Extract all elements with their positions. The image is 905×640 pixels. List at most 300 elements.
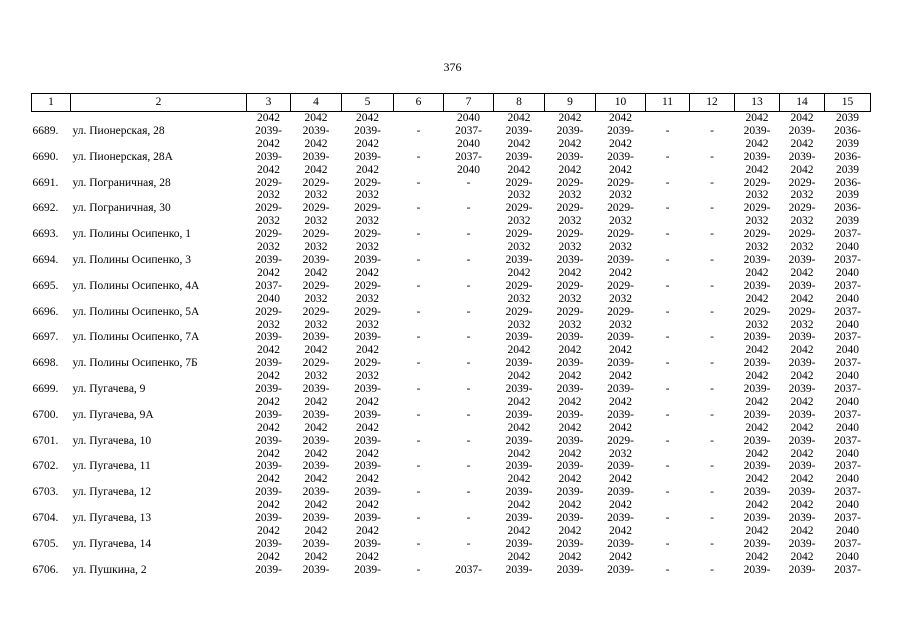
table-cell: 2029- 2032 [255,228,282,254]
address-cell: ул. Пугачева, 9 [72,383,146,396]
column-header: 13 [735,94,780,112]
table-cell: 2039- 2042 [255,486,282,512]
column-header: 8 [494,94,545,112]
row-number-cell: 6694. [32,253,59,266]
table-cell: - [416,279,421,292]
row-number-cell: 6695. [32,279,59,292]
table-cell: 2039- 2042 [743,434,771,460]
table-cell: 2039- 2042 [607,537,634,563]
table-cell: 2039- 2042 [556,150,584,176]
table-cell [71,112,247,125]
table-cell: - [710,434,714,447]
table-cell: 2042 [558,112,582,124]
table-cell: 2029- 2032 [505,279,533,305]
table-cell: 2039- 2042 [505,383,533,408]
table-cell: 2037- [834,563,861,576]
table-cell: 2039- 2042 [302,253,330,279]
table-cell: 2039- 2042 [354,486,381,512]
table-cell: 2039- 2042 [354,460,381,486]
table-cell: 2039- 2042 [255,253,282,279]
table-row [32,125,871,151]
table-cell: 2039- 2042 [743,279,771,305]
table-cell [394,112,444,125]
table-cell: - [665,460,670,473]
table-cell: 2039- [556,563,584,576]
table-cell: - [466,486,471,499]
table-cell: 2039- 2042 [556,253,584,279]
table-cell: 2039- 2042 [302,537,330,563]
table-cell: 2039- 2042 [354,512,381,537]
table-cell: 2039- 2042 [505,331,533,357]
table-cell: 2039- 2042 [607,408,634,434]
table-cell: - [466,202,471,215]
table-cell: 2039- 2042 [788,460,816,486]
table-cell: 2039- 2042 [505,486,533,512]
header-row [32,94,871,112]
table-cell: 2037- 2040 [255,279,282,305]
table-cell: 2039- 2042 [302,383,330,408]
table-cell: - [710,331,714,344]
table-cell: 2039- 2042 [302,434,330,460]
table-cell: 2029- 2032 [788,202,816,228]
table-cell: - [665,434,670,447]
table-cell: 2029- 2032 [607,279,634,305]
table-cell: 2037- 2040 [455,124,482,150]
table-cell: 2039- 2042 [505,357,533,383]
address-cell: ул. Пугачева, 10 [72,434,152,447]
table-row [32,177,871,203]
table-cell [646,112,690,125]
column-header: 14 [780,94,825,112]
column-header: 7 [444,94,494,112]
table-cell: - [466,279,471,292]
table-cell: - [466,460,471,473]
table-cell: - [416,331,421,344]
table-cell: 2037- 2040 [834,279,861,305]
table-cell: 2029- 2032 [354,279,381,305]
table-cell: 2029- 2032 [556,279,584,305]
table-cell: 2029- 2032 [607,434,634,460]
table-cell: 2039- 2042 [556,434,584,460]
table-cell: 2039- 2042 [743,331,771,357]
table-cell: 2042 [507,112,531,124]
table-cell: 2029- 2032 [788,228,816,254]
table-cell: - [665,279,670,292]
table-cell: 2039- 2042 [302,124,330,150]
table-cell: 2042 [257,112,280,124]
column-header: 2 [71,94,247,112]
table-cell: - [466,512,471,525]
table-cell: 2039- 2042 [505,537,533,563]
table-cell: 2039- 2042 [505,408,533,434]
table-cell: 2029- 2032 [255,305,282,331]
table-cell: 2039- 2042 [607,124,634,150]
table-cell: 2029- 2032 [302,176,330,202]
table-cell: 2029- 2032 [743,228,771,254]
table-cell: - [710,176,714,189]
table-cell: - [710,512,714,525]
table-cell: - [466,408,471,421]
address-cell: ул. Полины Осипенко, 7А [72,331,200,344]
table-cell: 2039- 2042 [607,253,634,279]
table-cell: 2039- 2042 [788,150,816,176]
address-cell: ул. Пугачева, 11 [72,460,151,473]
table-cell: 2029- 2032 [354,228,381,254]
table-cell: - [665,331,670,344]
table-cell: 2039- 2042 [302,486,330,512]
table-cell: - [710,383,714,396]
table-cell: 2039- 2042 [354,124,381,150]
table-cell: - [416,305,421,318]
table-cell: 2029- 2032 [255,176,282,202]
table-cell: 2039- 2042 [607,150,634,176]
table-cell: 2039- 2042 [354,150,381,176]
table-cell: 2039- 2042 [255,537,282,563]
table-row [32,486,871,512]
table-row [32,202,871,228]
table-row [32,460,871,486]
row-number-cell: 6696. [32,305,59,318]
table-cell: 2029- 2032 [743,202,771,228]
table-cell: - [710,486,714,499]
column-header: 5 [342,94,394,112]
row-number-cell: 6704. [32,512,59,525]
table-cell: 2039- 2042 [556,383,584,408]
table-cell: 2029- 2032 [556,176,584,202]
row-number-cell: 6702. [32,460,59,473]
column-header: 1 [32,94,71,112]
page-number: 376 [443,60,462,74]
table-cell: 2029- 2032 [505,228,533,254]
table-cell: - [466,176,471,189]
table-cell: - [416,150,421,163]
row-number-cell: 6691. [32,176,59,189]
table-cell: - [416,124,421,137]
table-cell: 2039 [836,112,859,124]
table-cell: - [710,279,714,292]
table-cell: 2029- 2032 [607,228,634,254]
table-cell: 2039- 2042 [556,537,584,563]
table-cell: 2042 [790,112,814,124]
table-cell: - [466,434,471,447]
table-cell: 2039- [743,563,771,576]
table-cell: 2039- 2042 [607,383,634,408]
table-cell: 2039- 2042 [302,408,330,434]
table-cell: 2029- 2032 [354,202,381,228]
table-cell: 2039- 2042 [607,486,634,512]
table-cell: 2037- 2040 [834,357,861,383]
table-cell: 2039- 2042 [556,486,584,512]
table-row [32,254,871,280]
table-cell: 2039- 2042 [354,253,381,279]
table-cell: 2039- 2042 [505,124,533,150]
table-cell: 2039- [354,563,381,576]
table-cell: 2039- 2042 [255,460,282,486]
table-cell: 2039- 2042 [505,434,533,460]
table-cell: - [665,253,670,266]
table-cell: - [665,512,670,525]
table-cell: 2029- 2032 [302,357,330,383]
address-cell: ул. Пограничная, 28 [72,176,171,189]
table-row [32,228,871,254]
row-number-cell: 6690. [32,150,59,163]
table-cell: 2039- 2042 [556,124,584,150]
table-row [32,409,871,435]
table-cell: 2039- 2042 [788,253,816,279]
table-cell: - [466,228,471,241]
table-cell: 2029- 2032 [743,176,771,202]
table-cell: 2039- 2042 [255,331,282,357]
column-header: 15 [825,94,871,112]
table-cell: 2039- 2042 [743,357,771,383]
table-cell: 2039- 2042 [556,512,584,537]
table-row [32,151,871,177]
table-cell: 2039- 2042 [255,512,282,537]
row-number-cell: 6699. [32,383,59,396]
table-cell: 2039- [505,563,533,576]
table-cell: - [710,537,714,550]
column-header: 4 [291,94,342,112]
table-cell: - [665,228,670,241]
table-cell: - [710,150,714,163]
table-cell: 2036- 2039 [834,124,861,150]
address-cell: ул. Полины Осипенко, 7Б [72,357,198,370]
row-number-cell: 6706. [32,563,59,576]
table-cell: - [466,383,471,396]
table-cell: 2039- 2042 [743,460,771,486]
table-row [32,357,871,383]
table-cell: 2039- [607,563,634,576]
row-number-cell: 6701. [32,434,59,447]
table-cell: - [665,202,670,215]
table-cell: - [466,331,471,344]
table-cell: - [416,563,421,576]
table-cell: - [416,176,421,189]
table-row [32,280,871,306]
table-cell: 2039- 2042 [788,537,816,563]
table-cell: - [665,305,670,318]
table-cell: 2039- 2042 [255,150,282,176]
table-cell: - [416,357,421,370]
table-cell: 2029- 2032 [302,228,330,254]
table-cell: 2040 [457,112,480,124]
column-header: 3 [247,94,291,112]
table-cell: 2039- 2042 [354,537,381,563]
continuation-row [32,112,871,125]
table-cell: - [665,124,670,137]
row-number-cell: 6692. [32,202,59,215]
column-header: 12 [690,94,735,112]
table-row [32,564,871,581]
table-cell: - [416,434,421,447]
address-cell: ул. Пионерская, 28 [72,124,165,137]
table-cell: 2039- 2042 [788,512,816,537]
table-cell: 2039- 2042 [743,253,771,279]
table-cell: 2029- 2032 [556,202,584,228]
table-cell: 2039- 2042 [255,357,282,383]
table-cell: 2039- 2042 [556,357,584,383]
data-table [31,93,871,581]
table-cell: 2037- 2040 [834,383,861,408]
table-cell: 2039- 2042 [788,357,816,383]
table-cell: 2029- 2032 [607,305,634,331]
table-cell: - [416,460,421,473]
table-row [32,435,871,461]
table-row [32,383,871,409]
table-cell: 2029- 2032 [788,176,816,202]
table-cell: 2037- 2040 [834,228,861,254]
table-cell: 2039- 2042 [255,408,282,434]
row-number-cell: 6697. [32,331,59,344]
table-cell: - [416,537,421,550]
table-row [32,512,871,538]
table-cell: - [665,357,670,370]
address-cell: ул. Пушкина, 2 [72,563,147,576]
table-cell: - [710,202,714,215]
table-cell: 2029- 2032 [556,305,584,331]
table-cell: 2039- 2042 [255,383,282,408]
table-cell: 2039- [788,563,816,576]
table-row [32,538,871,564]
row-number-cell: 6693. [32,228,59,241]
table-cell: - [710,460,714,473]
table-cell: 2029- 2032 [302,279,330,305]
table-cell: 2029- 2032 [788,305,816,331]
table-cell: - [665,383,670,396]
column-header: 9 [545,94,596,112]
row-number-cell: 6698. [32,357,59,370]
table-cell: 2029- 2032 [302,202,330,228]
table-cell: - [710,253,714,266]
table-cell: 2037- 2040 [834,486,861,512]
address-cell: ул. Пугачева, 9А [72,408,154,421]
table-cell: - [710,357,714,370]
table-cell: 2036- 2039 [834,150,861,176]
table-cell: - [416,383,421,396]
table-cell: - [416,202,421,215]
table-cell: 2039- 2042 [255,124,282,150]
table-cell: - [466,305,471,318]
table-cell: - [710,124,714,137]
table-cell: 2039- 2042 [607,357,634,383]
table-cell: 2039- 2042 [788,124,816,150]
table-cell: 2039- 2042 [607,331,634,357]
table-cell: 2039- 2042 [743,383,771,408]
table-cell: 2039- 2042 [788,383,816,408]
table-cell: 2039- 2042 [788,486,816,512]
table-cell: 2039- 2042 [743,124,771,150]
table-cell: 2039- 2042 [354,408,381,434]
table-cell: 2037- 2040 [834,512,861,537]
column-header: 10 [596,94,646,112]
address-cell: ул. Полины Осипенко, 5А [72,305,200,318]
table-cell: 2039- 2042 [743,537,771,563]
table-cell: - [416,512,421,525]
table-row [32,306,871,332]
table-cell: - [416,228,421,241]
table-cell: 2039- 2042 [354,383,381,408]
table-cell: 2039- 2042 [302,150,330,176]
table-cell: 2039- 2042 [255,434,282,460]
table-cell: 2037- 2040 [834,305,861,331]
table-cell: 2039- 2042 [743,512,771,537]
table-cell: 2029- 2032 [505,176,533,202]
table-cell: 2039- 2042 [556,408,584,434]
table-cell: 2029- 2032 [505,305,533,331]
column-header: 6 [394,94,444,112]
table-cell: - [665,486,670,499]
table-cell: 2039- 2042 [556,460,584,486]
table-cell: - [466,357,471,370]
table-cell: 2037- 2040 [834,434,861,460]
table-cell: - [710,408,714,421]
table-cell: 2039- 2042 [743,486,771,512]
table-cell: 2037- 2040 [834,331,861,357]
table-cell: 2037- 2040 [455,150,482,176]
table-cell: 2039- 2042 [607,460,634,486]
table-cell: 2029- 2032 [607,202,634,228]
table-cell: 2036- 2039 [834,202,861,228]
table-cell [690,112,735,125]
table-cell: 2039- 2042 [505,460,533,486]
table-cell: - [665,150,670,163]
table-cell: 2039- 2042 [743,408,771,434]
table-cell: 2037- 2040 [834,253,861,279]
address-cell: ул. Полины Осипенко, 3 [72,253,192,266]
table-cell: 2039- [255,563,282,576]
table-cell: 2029- 2032 [607,176,634,202]
table-cell: - [466,537,471,550]
table-cell: 2037- 2040 [834,408,861,434]
row-number-cell: 6700. [32,408,59,421]
table-cell: - [416,253,421,266]
table-cell: 2029- 2032 [505,202,533,228]
table-cell: 2039- 2042 [354,434,381,460]
table-cell: 2029- 2032 [556,228,584,254]
table-cell: 2042 [356,112,379,124]
table-cell: 2039- 2042 [505,150,533,176]
table-row [32,331,871,357]
table-cell: - [710,563,714,576]
table-cell: 2036- 2039 [834,176,861,202]
row-number-cell: 6689. [32,124,59,137]
table-cell: 2042 [304,112,328,124]
table-cell: - [665,408,670,421]
table-cell: - [665,537,670,550]
table-body [32,112,871,581]
table-cell: 2039- 2042 [505,512,533,537]
table-cell: 2029- 2032 [255,202,282,228]
table-cell: 2042 [745,112,769,124]
table-cell: 2037- [455,563,482,576]
table-cell: 2029- 2032 [743,305,771,331]
table-cell: 2039- 2042 [788,279,816,305]
column-header: 11 [646,94,690,112]
table-cell: 2039- 2042 [607,512,634,537]
table-cell: 2042 [609,112,632,124]
table-cell: 2039- 2042 [788,434,816,460]
table-cell: 2037- 2040 [834,460,861,486]
table-cell: - [665,176,670,189]
table-cell: 2029- 2032 [302,305,330,331]
table-cell: 2039- 2042 [302,331,330,357]
table-cell: 2029- 2032 [354,305,381,331]
table-cell: - [710,305,714,318]
table-cell: 2039- [302,563,330,576]
table-cell: 2039- 2042 [788,408,816,434]
address-cell: ул. Полины Осипенко, 4А [72,279,200,292]
table-cell: - [416,486,421,499]
